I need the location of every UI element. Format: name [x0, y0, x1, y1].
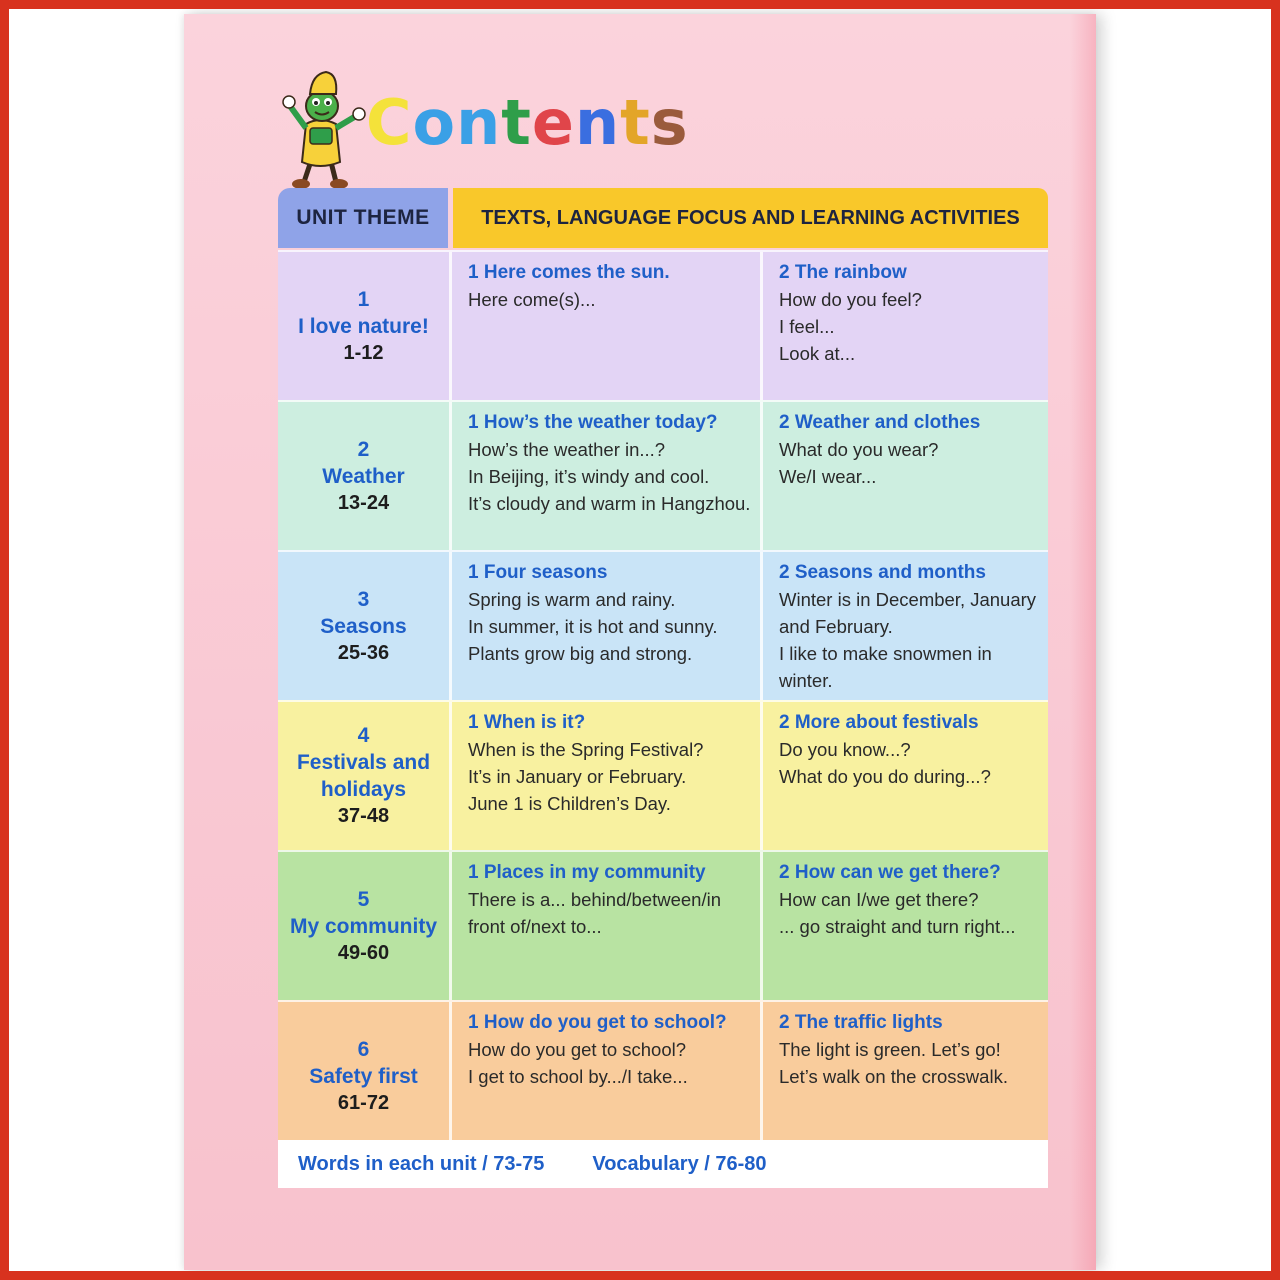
header-unit-theme: UNIT THEME: [278, 188, 448, 248]
lesson-line: It’s in January or February.: [468, 766, 687, 787]
lesson-cell[interactable]: [452, 1002, 763, 1150]
lesson-line: Spring is warm and rainy.: [468, 589, 676, 610]
title-letter: C: [366, 86, 413, 159]
lesson-line: How do you get to school?: [468, 1039, 687, 1060]
lesson-line: Let’s walk on the crosswalk.: [779, 1066, 1008, 1087]
lesson-title: 2 The rainbow: [779, 262, 907, 283]
lesson-title: 1 How do you get to school?: [468, 1012, 727, 1033]
lesson-line: ... go straight and turn right...: [779, 916, 1016, 937]
unit-row: [278, 850, 1048, 1000]
mascot-illustration: [282, 62, 368, 190]
lesson-cell[interactable]: [763, 402, 1048, 550]
title-letter: n: [574, 86, 621, 159]
lesson-line: Plants grow big and strong.: [468, 643, 693, 664]
lesson-title: 1 When is it?: [468, 712, 586, 733]
lesson-line: I like to make snowmen in: [779, 643, 992, 664]
unit-number: 4: [357, 724, 370, 747]
unit-pages: 13-24: [337, 491, 390, 514]
lesson-cell[interactable]: [452, 252, 763, 400]
lesson-line: How’s the weather in...?: [468, 439, 666, 460]
unit-row: [278, 250, 1048, 400]
unit-pages: 1-12: [343, 341, 384, 364]
unit-cell[interactable]: [278, 702, 452, 850]
lesson-cell[interactable]: [763, 252, 1048, 400]
title-letter: n: [456, 86, 502, 159]
lesson-line: In Beijing, it’s windy and cool.: [468, 466, 710, 487]
lesson-line: I get to school by.../I take...: [468, 1066, 688, 1087]
contents-table: [278, 176, 1048, 1150]
lesson-line: Look at...: [779, 343, 856, 364]
unit-cell[interactable]: [278, 402, 452, 550]
unit-theme: holidays: [320, 778, 407, 801]
title-letter: o: [412, 86, 457, 159]
lesson-title: 1 Here comes the sun.: [468, 262, 670, 283]
footer-words-link[interactable]: Words in each unit / 73-75: [298, 1152, 545, 1175]
lesson-title: 1 Four seasons: [468, 562, 608, 583]
footer-bar: [278, 1140, 1048, 1188]
unit-row: [278, 400, 1048, 550]
lesson-line: June 1 is Children’s Day.: [468, 793, 671, 814]
unit-cell[interactable]: [278, 252, 452, 400]
table-header: [278, 176, 1048, 250]
unit-theme: Festivals and: [296, 751, 431, 774]
page-title: [366, 86, 689, 159]
footer-vocabulary-link[interactable]: Vocabulary / 76-80: [592, 1152, 767, 1175]
lesson-title: 2 Weather and clothes: [779, 412, 981, 433]
lesson-line: Here come(s)...: [468, 289, 596, 310]
lesson-line: I feel...: [779, 316, 835, 337]
lesson-line: There is a... behind/between/in: [468, 889, 721, 910]
unit-cell[interactable]: [278, 552, 452, 700]
lesson-line: We/I wear...: [779, 466, 877, 487]
lesson-line: and February.: [779, 616, 893, 637]
unit-theme: Weather: [322, 464, 405, 488]
unit-pages: 61-72: [337, 1091, 390, 1114]
lesson-cell[interactable]: [452, 702, 763, 850]
title-letter: s: [650, 86, 689, 159]
unit-theme: My community: [289, 914, 438, 938]
lesson-cell[interactable]: [763, 552, 1048, 700]
lesson-line: winter.: [779, 670, 833, 691]
unit-number: 3: [357, 587, 370, 611]
lesson-line: Winter is in December, January: [779, 589, 1037, 610]
lesson-cell[interactable]: [452, 552, 763, 700]
lesson-line: How can I/we get there?: [779, 889, 979, 910]
unit-row: [278, 700, 1048, 850]
lesson-line: Do you know...?: [779, 739, 911, 760]
unit-theme: Seasons: [320, 614, 407, 638]
unit-number: 5: [357, 887, 370, 911]
lesson-title: 1 How’s the weather today?: [468, 412, 718, 433]
page-edge-shadow: [1070, 14, 1096, 1270]
title-letter: t: [620, 86, 651, 159]
lesson-cell[interactable]: [763, 1002, 1048, 1150]
unit-row: [278, 1000, 1048, 1150]
lesson-line: What do you wear?: [779, 439, 939, 460]
lesson-title: 2 How can we get there?: [779, 862, 1001, 883]
lesson-line: When is the Spring Festival?: [468, 739, 704, 760]
lesson-line: What do you do during...?: [779, 766, 991, 787]
lesson-cell[interactable]: [452, 402, 763, 550]
unit-number: 6: [357, 1037, 370, 1061]
title-letter: t: [501, 86, 532, 159]
book-page: [184, 14, 1096, 1270]
unit-theme: I love nature!: [298, 314, 429, 338]
header-texts: TEXTS, LANGUAGE FOCUS AND LEARNING ACTIVITIES: [453, 188, 1048, 248]
lesson-cell[interactable]: [763, 702, 1048, 850]
unit-pages: 49-60: [337, 941, 390, 964]
unit-pages: 25-36: [337, 641, 390, 664]
lesson-title: 2 More about festivals: [779, 712, 979, 733]
lesson-line: front of/next to...: [468, 916, 602, 937]
unit-theme: Safety first: [309, 1064, 418, 1088]
unit-cell[interactable]: [278, 1002, 452, 1150]
unit-row: [278, 550, 1048, 700]
lesson-title: 1 Places in my community: [468, 862, 706, 883]
unit-cell[interactable]: [278, 852, 452, 1000]
lesson-line: The light is green. Let’s go!: [779, 1039, 1001, 1060]
lesson-title: 2 The traffic lights: [779, 1012, 943, 1033]
unit-number: 2: [357, 437, 370, 461]
lesson-title: 2 Seasons and months: [779, 562, 986, 583]
unit-pages: 37-48: [337, 805, 390, 827]
lesson-cell[interactable]: [452, 852, 763, 1000]
title-letter: e: [531, 86, 575, 159]
lesson-line: How do you feel?: [779, 289, 922, 310]
unit-number: 1: [357, 287, 370, 311]
lesson-line: It’s cloudy and warm in Hangzhou.: [468, 493, 751, 514]
lesson-line: In summer, it is hot and sunny.: [468, 616, 718, 637]
lesson-cell[interactable]: [763, 852, 1048, 1000]
